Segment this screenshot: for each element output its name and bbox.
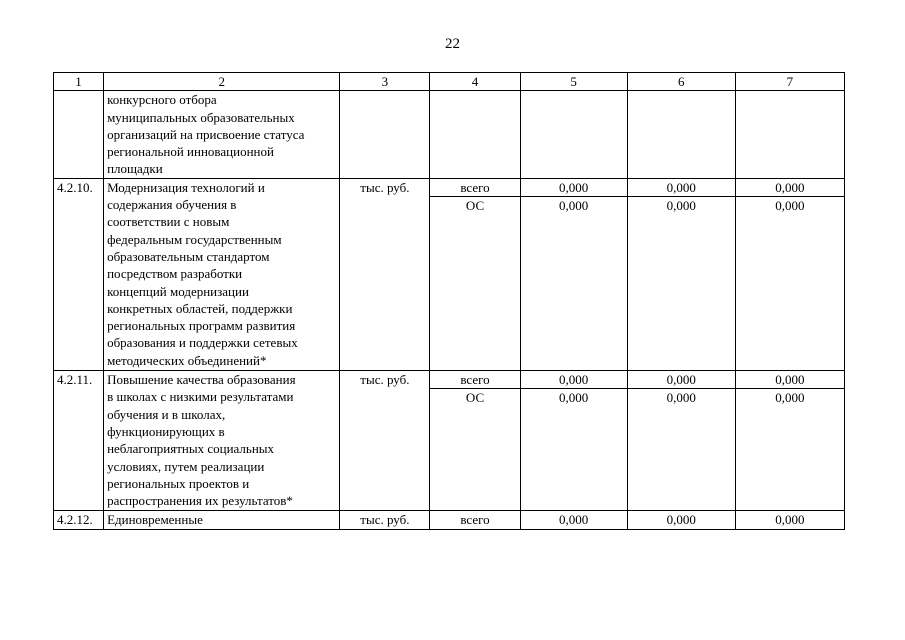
value-cell: 0,000	[627, 178, 735, 196]
column-header: 1	[54, 73, 104, 91]
name-line: содержания обучения в	[107, 197, 237, 213]
column-header: 4	[430, 73, 520, 91]
name-line: Повышение качества образования	[107, 372, 296, 388]
name-line: методических объединений*	[107, 352, 267, 368]
row-name-cell	[104, 511, 340, 529]
value-cell	[520, 91, 627, 178]
name-line: конкурсного отбора	[107, 92, 217, 108]
table-header-row	[54, 73, 845, 91]
source-cell	[430, 91, 520, 178]
row-name-cell	[104, 91, 340, 178]
unit-cell: тыс. руб.	[340, 371, 430, 511]
value-cell	[735, 91, 844, 178]
value-cell: 0,000	[627, 511, 735, 529]
value-cell: 0,000	[627, 197, 735, 371]
name-line: Единовременные	[107, 512, 203, 528]
value-cell: 0,000	[520, 371, 627, 389]
row-number-cell: 4.2.10.	[54, 178, 104, 370]
value-cell	[627, 91, 735, 178]
table-row-continuation	[54, 91, 845, 178]
unit-cell: тыс. руб.	[340, 511, 430, 529]
table-row	[54, 371, 845, 389]
value-cell: 0,000	[520, 389, 627, 511]
column-header: 5	[520, 73, 627, 91]
page-number: 22	[445, 36, 460, 52]
name-line: Модернизация технологий и	[107, 179, 265, 195]
name-line: неблагоприятных социальных	[107, 441, 275, 457]
name-line: федеральным государственным	[107, 231, 282, 247]
name-line: организаций на присвоение статуса	[107, 126, 305, 142]
value-cell: 0,000	[627, 389, 735, 511]
name-line: площадки	[107, 161, 163, 177]
row-number-cell: 4.2.12.	[54, 511, 104, 529]
name-line: посредством разработки	[107, 266, 243, 282]
row-number-cell	[54, 91, 104, 178]
column-header: 7	[735, 73, 844, 91]
table-row	[54, 511, 845, 529]
unit-cell	[340, 91, 430, 178]
value-cell: 0,000	[735, 197, 844, 371]
row-number-cell: 4.2.11.	[54, 371, 104, 511]
name-line: региональных проектов и	[107, 475, 250, 491]
budget-table	[53, 72, 845, 530]
name-line: образования и поддержки сетевых	[107, 335, 298, 351]
table-row	[54, 178, 845, 196]
name-line: концепций модернизации	[107, 283, 249, 299]
name-line: обучения и в школах,	[107, 406, 226, 422]
value-cell: 0,000	[735, 511, 844, 529]
name-line: конкретных областей, поддержки	[107, 300, 293, 316]
value-cell: 0,000	[735, 371, 844, 389]
value-cell: 0,000	[735, 178, 844, 196]
name-line: муниципальных образовательных	[107, 109, 295, 125]
name-line: распространения их результатов*	[107, 493, 293, 509]
column-header: 3	[340, 73, 430, 91]
name-line: региональных программ развития	[107, 318, 296, 334]
unit-cell: тыс. руб.	[340, 178, 430, 370]
value-cell: 0,000	[520, 511, 627, 529]
column-header: 2	[104, 73, 340, 91]
name-line: образовательным стандартом	[107, 248, 270, 264]
value-cell: 0,000	[520, 178, 627, 196]
value-cell: 0,000	[520, 197, 627, 371]
value-cell: 0,000	[735, 389, 844, 511]
name-line: функционирующих в	[107, 423, 225, 439]
source-cell: всего	[430, 511, 520, 529]
row-name-cell	[104, 178, 340, 370]
name-line: в школах с низкими результатами	[107, 389, 294, 405]
column-header: 6	[627, 73, 735, 91]
source-cell: ОС	[430, 197, 520, 371]
source-cell: ОС	[430, 389, 520, 511]
row-name-cell	[104, 371, 340, 511]
source-cell: всего	[430, 371, 520, 389]
value-cell: 0,000	[627, 371, 735, 389]
source-cell: всего	[430, 178, 520, 196]
name-line: условиях, путем реализации	[107, 458, 265, 474]
name-line: региональной инновационной	[107, 144, 274, 160]
name-line: соответствии с новым	[107, 214, 230, 230]
